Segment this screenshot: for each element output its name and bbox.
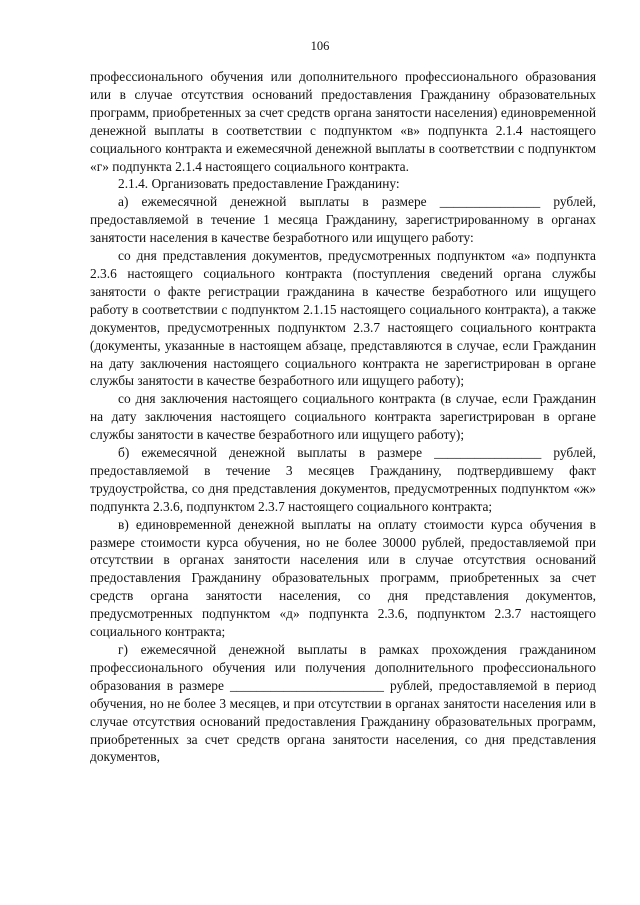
paragraph-item-a-case-1: со дня представления документов, предусмотренных подпунктом «а» подпункта 2.3.6 настоящего социального контракта (поступления сведений органа службы занятости о факте регистрации гражданина в качестве безработного или ищущего работу в соответствии с подпунктом 2.1.15 настоящего социального контракта), а также документов, предусмотренных подпунктом 2.3.7 настоящего социального контракта (документы, указанные в настоящем абзаце, представляются в случае, если Гражданин на дату заключения настоящего социального контракта не зарегистрирован в органе службы занятости в качестве безработного или ищущего работу); — [90, 248, 596, 389]
paragraph-item-b: б) ежемесячной денежной выплаты в размере ________________ рублей, предоставляемой в течение 3 месяцев Гражданину, подтвердившему факт трудоустройства, со дня представления документов, предусмотренных подпунктом «ж» подпункта 2.3.6, подпунктом 2.3.7 настоящего социального контракта; — [90, 445, 596, 514]
paragraph-item-a-case-2: со дня заключения настоящего социального контракта (в случае, если Гражданин на дату заключения настоящего социального контракта зарегистрирован в органе службы занятости в качестве безработного или ищущего работу); — [90, 391, 596, 443]
paragraph-item-v: в) единовременной денежной выплаты на оплату стоимости курса обучения в размере стоимости курса обучения, но не более 30000 рублей, предоставляемой при отсутствии в органах занятости населения или в случае отсутствия оснований предоставления Гражданину образовательных программ, приобретенных за счет средств органа занятости населения, со дня представления документов, предусмотренных подпунктом «д» подпункта 2.3.6, подпунктом 2.3.7 настоящего социального контракта; — [90, 516, 596, 640]
paragraph-item-a: а) ежемесячной денежной выплаты в размере _______________ рублей, предоставляемой в течение 1 месяца Гражданину, зарегистрированному в органах занятости населения в качестве безработного или ищущего работу: — [90, 194, 596, 246]
paragraph-item-g: г) ежемесячной денежной выплаты в рамках прохождения гражданином профессионального обучения или получения дополнительного профессионального образования в размере _______________________ рублей, предоставляемой в период обучения, но не более 3 месяцев, и при отсутствии в органах занятости населения или в случае отсутствия оснований предоставления Гражданину образовательных программ, приобретенных за счет средств органа занятости населения, со дня представления документов, — [90, 642, 596, 765]
paragraph-2-1-4-heading: 2.1.4. Организовать предоставление Гражданину: — [118, 176, 400, 192]
document-body — [90, 68, 596, 766]
paragraph-continuation: профессионального обучения или дополнительного профессионального образования или в случае отсутствия оснований предоставления Гражданину образовательных программ, приобретенных за счет средств органа занятости населения) единовременной денежной выплаты в соответствии с подпунктом «в» подпункта 2.1.4 настоящего социального контракта и ежемесячной денежной выплаты в соответствии с подпунктом «г» подпункта 2.1.4 настоящего социального контракта. — [90, 69, 596, 174]
page-number: 106 — [310, 39, 330, 53]
